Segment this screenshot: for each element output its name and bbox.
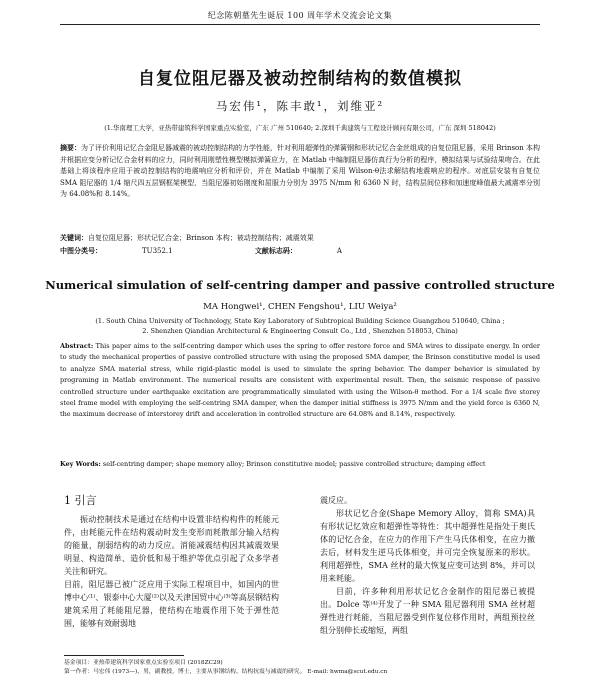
doc-code-label: 文献标志码： [254, 246, 297, 255]
body-paragraph: 目前，许多种利用形状记忆合金制作的阻尼器已被提出。Dolce 等⁽⁴⁾开发了一种 SMA 阻尼器利用 SMA 丝材超弹性进行耗能，当阻尼器受到作复位移作用时，两组预拉丝组分别伸长或缩短，两组 [320, 587, 535, 635]
affiliation-en-line-1: (1. South China University of Technology, State Key Laboratory of Subtropical Building Science Guangzhou 510640, China ; [95, 317, 505, 325]
keywords-zh-label: 关键词： [60, 233, 88, 242]
title-en: Numerical simulation of self-centring damper and passive controlled structure [45, 278, 555, 292]
affiliation-en [40, 316, 560, 336]
footnotes [64, 659, 544, 677]
body-column-right [320, 494, 535, 637]
title-zh: 自复位阻尼器及被动控制结构的数值模拟 [138, 69, 462, 89]
body-paragraph: 振动控制技术是通过在结构中设置非结构构件的耗能元件，由耗能元件在结构震动时发生变形而耗散部分输入结构的能量，削弱结构的动力反应。消能减震结构因其减震效果明显、构造简单、造价低和易于维护等优点引起了众多学者关注和研究。 [64, 515, 279, 576]
keywords-zh-text: 自复位阻尼器；形状记忆合金；Brinson 本构；被动控制结构；减震效果 [88, 234, 314, 242]
keywords-en-text: self-centring damper; shape memory alloy; Brinson constitutive model; passive controlled structure; damping effect [102, 460, 486, 468]
running-header: 纪念陈朝墓先生诞辰 100 周年学术交流会论文集 [207, 11, 393, 20]
keywords-zh [60, 233, 540, 243]
keywords-en [60, 460, 540, 468]
body-column-left [64, 494, 279, 630]
footnote-funding: 基金项目：亚热带建筑科学国家重点实验室项目 (2018ZC29) [64, 660, 223, 666]
affiliation-en-line-2: 2. Shenzhen Qiandian Architectural & Engineering Consult Co., Ltd , Shenzhen 518053, China) [142, 327, 458, 335]
classification-row [60, 246, 540, 256]
abstract-en [60, 341, 540, 421]
clc-label: 中图分类号： [60, 246, 102, 255]
footnote-author: 第一作者：马宏伟 (1973—)，男，副教授，博士，主要从事钢结构、结构抗震与减震的研究。 E-mail: hwma@scut.edu.cn [64, 669, 388, 675]
affiliation-zh: (1.华南理工大学，亚热带建筑科学国家重点实验室，广东 广州 510640; 2.深圳千典建筑与工程设计顾问有限公司，广东 深圳 518042) [104, 124, 496, 132]
abstract-zh [60, 142, 540, 201]
clc-value: TU352.1 [142, 247, 173, 255]
header-rule [60, 24, 540, 25]
abstract-zh-label: 摘要： [60, 143, 81, 152]
authors-en: MA Hongwei¹, CHEN Fengshou¹, LIU Weiya² [203, 302, 397, 312]
abstract-en-label: Abstract: [60, 342, 94, 350]
body-paragraph: 形状记忆合金(Shape Memory Alloy，简称 SMA)具有形状记忆效应和超弹性等特性：其中超弹性是指处于奥氏体的记忆合金，在应力的作用下产生马氏体相变，在应力撤去后，材料发生逆马氏体相变，并可完全恢复原来的形状。利用超弹性，SMA 丝材的最大恢复应变可达到 8%，并可以用来耗能。 [320, 509, 535, 583]
doc-code-value: A [336, 247, 342, 255]
footnote-rule [64, 655, 184, 656]
body-paragraph: 目前，阻尼器已被广泛应用于实际工程项目中，如国内的世博中心⁽¹⁾、银泰中心大厦⁽²⁾以及天津国贸中心⁽³⁾等高层钢结构建筑采用了耗能阻尼器，使结构在地震作用下处于弹性范围，能够有效耐弱地 [64, 580, 279, 628]
body-paragraph: 震反应。 [320, 496, 352, 505]
section-heading: 1 引言 [64, 494, 97, 507]
abstract-zh-text: 为了评价利用记忆合金阻尼器减震的被动控制结构的力学性能，针对利用超弹性的弹簧钢和形状记忆合金丝组成的自复位阻尼器，采用 Brinson 本构并根据应变分析记忆合金材料的应力，同时利用刚塑性模型模拟弹簧应力，在 Matlab 中编制阻尼器仿真行为分析的程序，模拟结果与试验结果吻合。在此基础上将该程序应用于被动控制结构的地震响应分析和评价，并在 Matlab 中编制了采用 Wilson-θ法求解结构地震响应的程序。对底层安装有自复位 SMA 阻尼器的 1/4 缩尺四五层钢框架模型，当阻尼器初始刚度和屈服力分别为 3975 N/mm 和 6360 N 时，结构层间位移和加速度峰值最大减震率分别为 64.08%和 8.14%。 [60, 144, 541, 198]
keywords-en-label: Key Words: [60, 460, 101, 468]
authors-zh: 马宏伟¹，陈丰敢¹，刘维亚² [215, 99, 385, 113]
abstract-en-text: This paper aims to the self-centring damper which uses the spring to offer restore force and SMA wires to dissipate energy. In order to study the mechanical properties of passive controlled structure with using the proposed SMA damper, the Brinson constitutive model is used to analyze SMA material stress, while rigid-plastic model is used to simulate the spring behavior. The damper behavior is simulated by programing in Matlab environment. The numerical results are consistent with experimental result. Then, the seismic response of passive controlled structure under earthquake excitation are programmatically simulated with using the Wilson-θ method. For a 1/4 scale five storey steel frame model with employing the self-centring SMA damper, when the damper initial stiffness is 3975 N/mm and the yield force is 6360 N, the maximum decrease of interstorey drift and acceleration in controlled structure are 64.08% and 8.14%, respectively. [60, 342, 540, 419]
